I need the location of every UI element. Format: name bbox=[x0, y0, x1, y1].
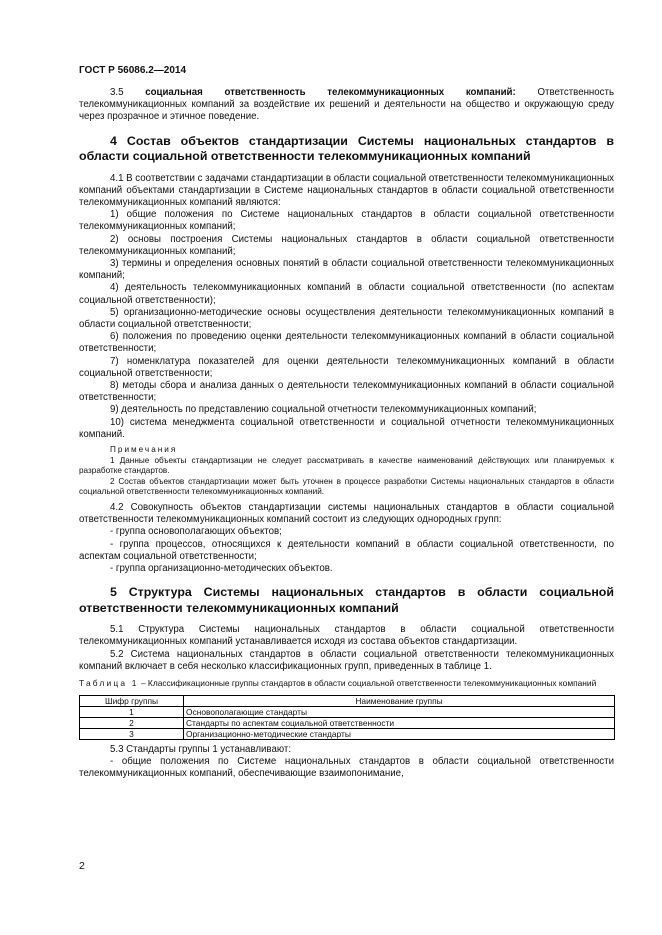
section-4-title: 4 Состав объектов стандартизации Системы национальных стандартов в области социальной ответственности телекоммуникационных компаний bbox=[79, 133, 614, 164]
list-item: - группа организационно-методических объектов. bbox=[110, 563, 333, 575]
cell-code: 2 bbox=[80, 717, 184, 728]
note-2: 2 Состав объектов стандартизации может быть уточнен в процессе разработки Системы национальных стандартов в области социальной ответственности телекоммуникационных компаний. bbox=[79, 476, 614, 497]
table-row bbox=[80, 728, 615, 739]
table-row bbox=[80, 706, 615, 717]
definition-number: 3.5 bbox=[110, 87, 124, 98]
table-caption bbox=[79, 678, 614, 689]
definition-text: Ответственность телекоммуникационных компаний за воздействие их решений и деятельности на общество и окружающую среду через прозрачное и этичное поведение. bbox=[79, 87, 614, 123]
list-item: - группа основополагающих объектов; bbox=[110, 526, 282, 538]
list-item: 8) методы сбора и анализа данных о деятельности телекоммуникационных компаний в области социальной ответственности; bbox=[79, 380, 614, 404]
header-name: Наименование группы bbox=[184, 695, 615, 706]
list-item: 3) термины и определения основных понятий в области социальной ответственности телекоммуникационных компаний; bbox=[79, 258, 614, 282]
clause-5-1: 5.1 Структура Системы национальных стандартов в области социальной ответственности телекоммуникационных компаний устанавливается исходя из состава объектов стандартизации. bbox=[79, 624, 614, 648]
page-body bbox=[79, 87, 614, 780]
list-item: 1) общие положения по Системе национальных стандартов в области социальной ответственности телекоммуникационных компаний; bbox=[79, 209, 614, 233]
clause-4-2: 4.2 Совокупность объектов стандартизации системы национальных стандартов в области социальной ответственности телекоммуникационных компаний состоит из следующих однородных групп: bbox=[79, 502, 614, 526]
clause-5-3: 5.3 Стандарты группы 1 устанавливают: bbox=[110, 743, 292, 755]
note-1: 1 Данные объекты стандартизации не следует рассматривать в качестве наименований действующих или планируемых к разработке стандартов. bbox=[79, 455, 614, 476]
classification-table bbox=[79, 695, 615, 740]
cell-code: 1 bbox=[80, 706, 184, 717]
notes-block bbox=[79, 445, 614, 498]
clause-4-1: 4.1 В соответствии с задачами стандартизации в области социальной ответственности телекоммуникационных компаний объектами стандартизации в Системе национальных стандартов в области социальной ответственности телекоммуникационных компаний являются: bbox=[79, 172, 614, 209]
cell-name: Основополагающие стандарты bbox=[184, 706, 615, 717]
header-code: Шифр группы bbox=[80, 695, 184, 706]
list-item: 2) основы построения Системы национальных стандартов в области социальной ответственности телекоммуникационных компаний; bbox=[79, 233, 614, 257]
cell-name: Организационно-методические стандарты bbox=[184, 728, 615, 739]
table-caption-text: – Классификационные группы стандартов в области социальной ответственности телекоммуникационных компаний bbox=[138, 678, 597, 689]
clause-5-2: 5.2 Система национальных стандартов в области социальной ответственности телекоммуникационных компаний включает в себя несколько классификационных групп, приведенных в таблице 1. bbox=[79, 648, 614, 672]
list-item: 5) организационно-методические основы осуществления деятельности телекоммуникационных компаний в области социальной ответственности; bbox=[79, 306, 614, 331]
cell-code: 3 bbox=[80, 728, 184, 739]
list-item: 4) деятельность телекоммуникационных компаний в области социальной ответственности (по аспектам социальной ответственности); bbox=[79, 282, 614, 306]
definition-3-5 bbox=[79, 87, 614, 124]
section-5-title: 5 Структура Системы национальных стандартов в области социальной ответственности телекоммуникационных компаний bbox=[79, 585, 614, 615]
cell-name: Стандарты по аспектам социальной ответственности bbox=[184, 717, 615, 728]
page-number: 2 bbox=[79, 860, 85, 872]
table-caption-prefix: Таблица 1 bbox=[79, 678, 139, 689]
list-item: - группа процессов, относящихся к деятельности компаний в области социальной ответственности, по аспектам социальной ответственности; bbox=[79, 538, 614, 562]
definition-term: социальная ответственность телекоммуникационных компаний: bbox=[145, 87, 516, 98]
table-row bbox=[80, 717, 615, 728]
list-item: 9) деятельность по представлению социальной отчетности телекоммуникационных компаний; bbox=[110, 404, 537, 416]
list-item: - общие положения по Системе национальных стандартов в области социальной ответственности телекоммуникационных компаний, обеспечивающие взаимопонимание, bbox=[79, 755, 614, 780]
list-item: 10) система менеджмента социальной ответственности и социальной отчетности телекоммуникационных компаний. bbox=[79, 416, 614, 440]
notes-title: Примечания bbox=[110, 445, 178, 455]
table-header-row bbox=[80, 695, 615, 706]
list-item: 6) положения по проведению оценки деятельности телекоммуникационных компаний в области социальной ответственности; bbox=[79, 331, 614, 355]
list-item: 7) номенклатура показателей для оценки деятельности телекоммуникационных компаний в области социальной ответственности; bbox=[79, 355, 614, 379]
document-header: ГОСТ Р 56086.2—2014 bbox=[79, 65, 187, 76]
